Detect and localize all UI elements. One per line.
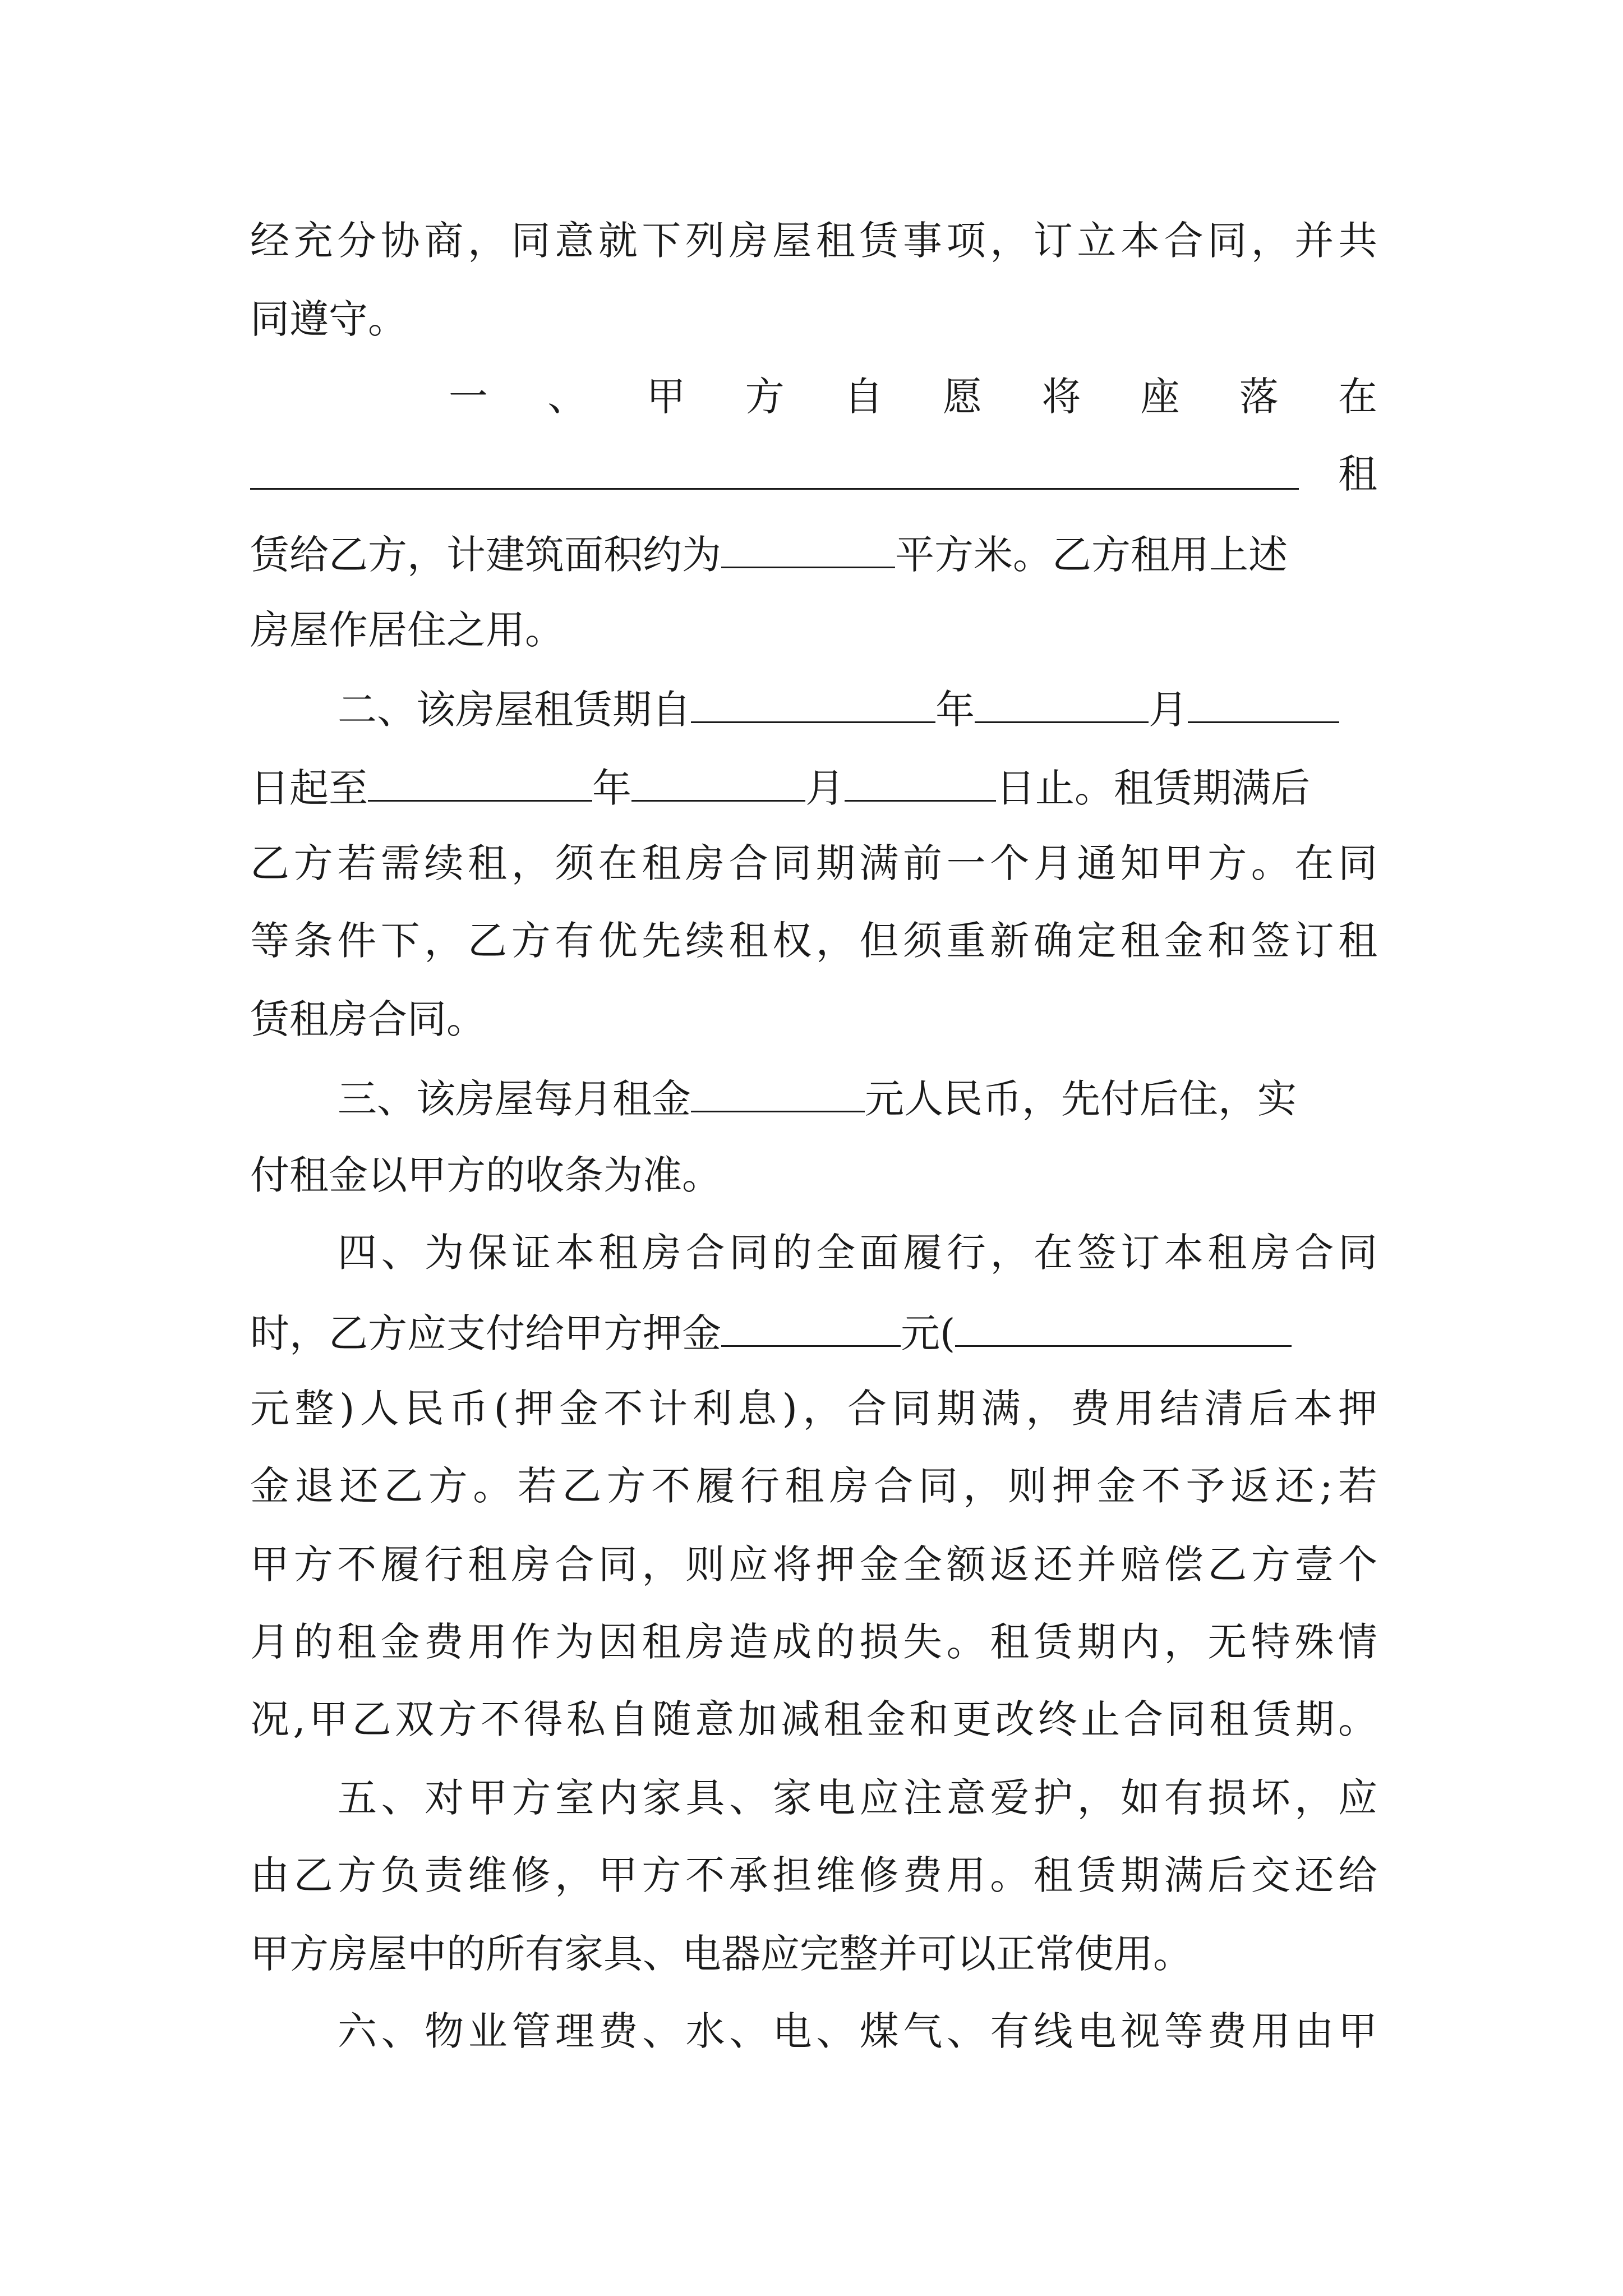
contract-text: 年 bbox=[935, 687, 975, 733]
contract-line: 甲方房屋中的所有家具、电器应完整并可以正常使用。 bbox=[250, 1931, 1192, 1977]
contract-text: 时，乙方应支付给甲方押金 bbox=[250, 1310, 721, 1356]
contract-line: 甲方不履行租房合同，则应将押金全额返还并赔偿乙方壹个 bbox=[250, 1542, 1377, 1588]
start-day-blank[interactable] bbox=[1188, 682, 1339, 723]
contract-line: 乙方若需续租，须在租房合同期满前一个月通知甲方。在同 bbox=[250, 840, 1377, 886]
contract-text: 日止。租赁期满后 bbox=[996, 765, 1310, 811]
contract-line bbox=[250, 761, 1377, 811]
contract-text: 元( bbox=[901, 1310, 956, 1356]
start-year-blank[interactable] bbox=[691, 682, 935, 723]
contract-line: 付租金以甲方的收条为准。 bbox=[250, 1152, 721, 1198]
deposit-words-blank[interactable] bbox=[955, 1306, 1292, 1347]
contract-line: 月的租金费用作为因租房造成的损失。租赁期内，无特殊情 bbox=[250, 1619, 1377, 1665]
contract-line bbox=[250, 1306, 1377, 1356]
clause-5-line: 五、对甲方室内家具、家电应注意爱护，如有损坏，应 bbox=[338, 1775, 1377, 1821]
clause-3-line bbox=[338, 1071, 1377, 1122]
contract-text: 平方米。乙方租用上述 bbox=[895, 532, 1288, 578]
clause-6-line: 六、物业管理费、水、电、煤气、有线电视等费用由甲 bbox=[338, 2008, 1377, 2054]
clause-1-heading: 一、甲方自愿将座落在 bbox=[449, 374, 1377, 420]
contract-line: 等条件下，乙方有优先续租权，但须重新确定租金和签订租 bbox=[250, 918, 1377, 964]
contract-line bbox=[250, 449, 1377, 499]
contract-text: 二、该房屋租赁期自 bbox=[338, 687, 691, 733]
contract-line bbox=[250, 527, 1377, 578]
area-blank[interactable] bbox=[721, 527, 895, 568]
monthly-rent-blank[interactable] bbox=[691, 1071, 865, 1112]
deposit-amount-blank[interactable] bbox=[721, 1306, 901, 1347]
contract-line: 况,甲乙双方不得私自随意加减租金和更改终止合同租赁期。 bbox=[250, 1696, 1377, 1742]
address-blank[interactable] bbox=[250, 449, 1299, 490]
contract-text: 三、该房屋每月租金 bbox=[338, 1076, 691, 1122]
contract-line: 金退还乙方。若乙方不履行租房合同，则押金不予返还;若 bbox=[250, 1463, 1377, 1509]
contract-line: 赁租房合同。 bbox=[250, 996, 486, 1042]
contract-text: 日起至 bbox=[250, 765, 368, 811]
contract-text: 月 bbox=[1149, 687, 1188, 733]
contract-text: 赁给乙方，计建筑面积约为 bbox=[250, 532, 721, 578]
start-month-blank[interactable] bbox=[975, 682, 1149, 723]
contract-text: 元人民币，先付后住，实 bbox=[865, 1076, 1297, 1122]
contract-line: 经充分协商，同意就下列房屋租赁事项，订立本合同，并共 bbox=[250, 218, 1377, 264]
contract-line: 房屋作居住之用。 bbox=[250, 607, 564, 653]
contract-line: 由乙方负责维修，甲方不承担维修费用。租赁期满后交还给 bbox=[250, 1852, 1377, 1898]
end-day-blank[interactable] bbox=[845, 761, 996, 802]
contract-text: 月 bbox=[805, 765, 845, 811]
end-year-blank[interactable] bbox=[368, 761, 592, 802]
clause-4-line: 四、为保证本租房合同的全面履行，在签订本租房合同 bbox=[338, 1230, 1377, 1276]
contract-line: 元整)人民币(押金不计利息)，合同期满，费用结清后本押 bbox=[250, 1386, 1377, 1432]
clause-2-line bbox=[338, 682, 1377, 733]
end-month-blank[interactable] bbox=[631, 761, 805, 802]
contract-text: 租 bbox=[1338, 451, 1377, 497]
contract-line: 同遵守。 bbox=[250, 296, 407, 342]
contract-text: 年 bbox=[592, 765, 631, 811]
